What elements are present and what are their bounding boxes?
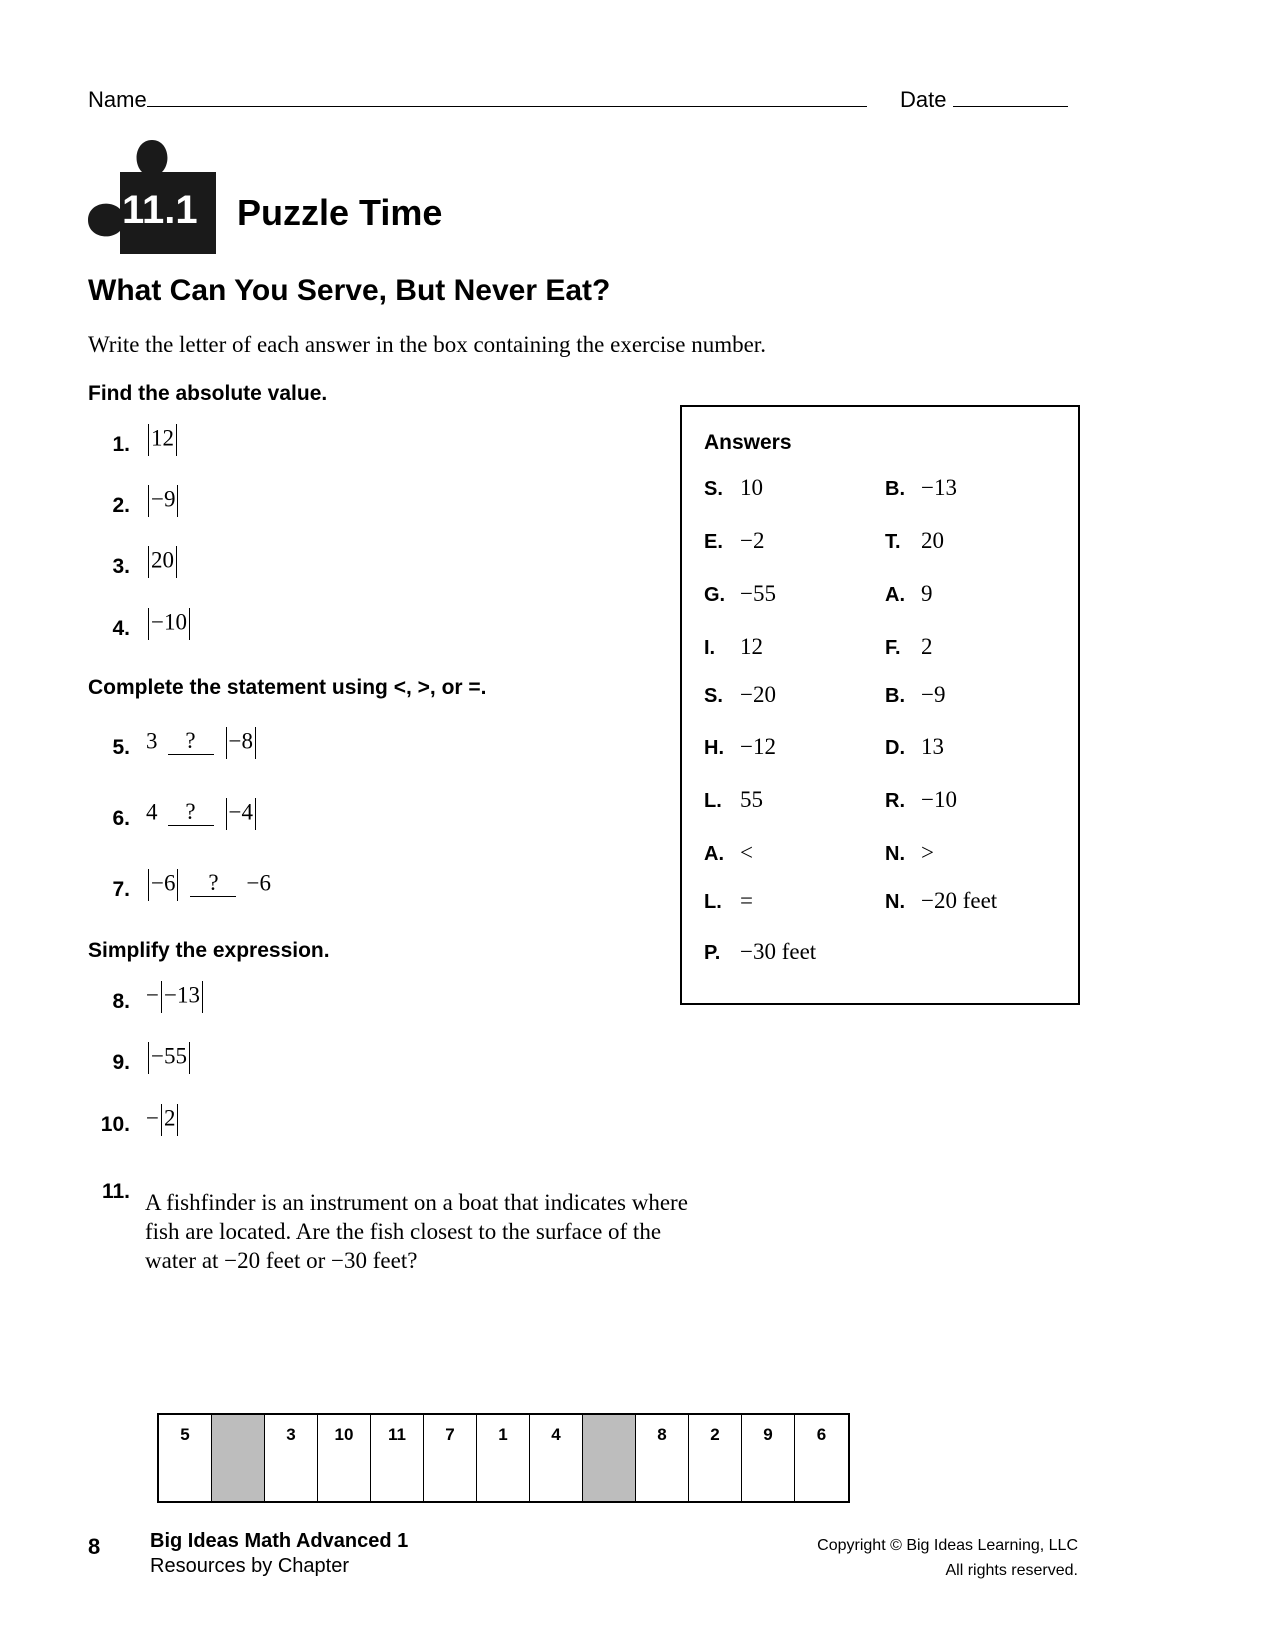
grid-cell[interactable] [159, 1415, 212, 1501]
grid-cell-number: 5 [180, 1425, 190, 1444]
answer-choice [704, 634, 763, 660]
grid-cell[interactable] [530, 1415, 583, 1501]
answer-choice [704, 939, 816, 965]
question-expression: − 2 [146, 1104, 180, 1136]
question-number: 3. [112, 555, 130, 578]
section-heading-compare: Complete the statement using <, >, or =. [88, 676, 487, 699]
answer-letter: N. [885, 891, 905, 913]
answer-value: 12 [740, 634, 763, 659]
riddle-heading: What Can You Serve, But Never Eat? [88, 274, 611, 307]
grid-cell[interactable] [265, 1415, 318, 1501]
grid-cell[interactable] [689, 1415, 742, 1501]
answer-choice [885, 581, 933, 607]
answer-letter: H. [704, 737, 724, 759]
rights-line: All rights reserved. [945, 1562, 1078, 1579]
question-expression: −10 [146, 608, 192, 640]
answer-letter: B. [885, 478, 905, 500]
answer-value: −55 [740, 581, 776, 606]
answer-choice [704, 475, 763, 501]
answer-value: −10 [921, 787, 957, 812]
word-problem: A fishfinder is an instrument on a boat that indicates where fish are located. Are the fish closest to the surface of the water at −20 feet or −30 feet? [145, 1190, 688, 1273]
grid-cell-number: 2 [710, 1425, 720, 1444]
answer-letter: D. [885, 737, 905, 759]
answer-value: 2 [921, 634, 933, 659]
answer-value: 13 [921, 734, 944, 759]
answer-choice [885, 734, 944, 760]
section-heading-absolute: Find the absolute value. [88, 382, 328, 405]
grid-cell-number: 9 [763, 1425, 773, 1444]
answer-value: 55 [740, 787, 763, 812]
grid-cell[interactable] [795, 1415, 848, 1501]
question-number: 6. [112, 807, 130, 830]
answer-value: −20 feet [921, 888, 998, 913]
grid-cell-number: 10 [334, 1425, 354, 1444]
answer-letter: G. [704, 584, 726, 606]
question-expression: 4 ? −4 [146, 798, 258, 830]
grid-cell-number: 11 [388, 1425, 406, 1444]
answer-choice [704, 581, 776, 607]
grid-cell-blank [583, 1415, 636, 1501]
question-number: 10. [100, 1113, 130, 1136]
section-heading-simplify: Simplify the expression. [88, 939, 330, 962]
name-line[interactable] [147, 86, 867, 107]
grid-cell-number: 8 [657, 1425, 667, 1444]
answer-letter: L. [704, 790, 722, 812]
question-expression: −9 [146, 485, 180, 517]
answer-choice [885, 888, 997, 914]
answers-box [680, 405, 1080, 1005]
grid-cell[interactable] [477, 1415, 530, 1501]
answer-choice [885, 634, 933, 660]
question-number: 1. [112, 433, 130, 456]
answer-value: 10 [740, 475, 763, 500]
answer-letter: E. [704, 531, 723, 553]
question-number: 4. [112, 617, 130, 640]
answers-title: Answers [704, 431, 792, 454]
name-field[interactable] [88, 86, 867, 113]
answer-value: −12 [740, 734, 776, 759]
answer-letter: N. [885, 843, 905, 865]
copyright [770, 1533, 1078, 1583]
date-field[interactable] [900, 86, 1068, 113]
answer-value: −13 [921, 475, 957, 500]
grid-cell-number: 1 [498, 1425, 508, 1444]
question-expression: 12 [146, 424, 179, 456]
date-line[interactable] [953, 86, 1068, 107]
question-expression: − −13 [146, 981, 205, 1013]
book-title: Big Ideas Math Advanced 1 [150, 1530, 409, 1552]
answer-choice [704, 682, 776, 708]
grid-cell[interactable] [371, 1415, 424, 1501]
answer-value: = [740, 888, 753, 913]
grid-cell-number: 7 [445, 1425, 455, 1444]
name-label: Name [88, 87, 147, 112]
answer-grid [157, 1413, 850, 1503]
answer-choice [704, 888, 753, 914]
answer-letter: L. [704, 891, 722, 913]
answer-letter: S. [704, 478, 723, 500]
copyright-line: Copyright © Big Ideas Learning, LLC [817, 1537, 1078, 1554]
answer-letter: S. [704, 685, 723, 707]
answer-letter: A. [704, 843, 724, 865]
answer-choice [704, 787, 763, 813]
grid-cell[interactable] [318, 1415, 371, 1501]
answer-letter: A. [885, 584, 905, 606]
grid-cell-number: 4 [551, 1425, 561, 1444]
answer-choice [885, 787, 957, 813]
answer-choice [885, 528, 944, 554]
question-expression: 3 ? −8 [146, 727, 258, 759]
question-expression: 20 [146, 546, 179, 578]
answer-value: −2 [740, 528, 765, 553]
grid-cell-number: 3 [286, 1425, 296, 1444]
answer-value: −9 [921, 682, 946, 707]
answer-letter: F. [885, 637, 901, 659]
question-expression: −6 ? −6 [146, 869, 271, 901]
answer-choice [704, 840, 753, 866]
answer-letter: I. [704, 637, 716, 659]
grid-cell-number: 6 [816, 1425, 827, 1444]
answer-value: −30 feet [740, 939, 817, 964]
page-number: 8 [88, 1534, 101, 1559]
instructions: Write the letter of each answer in the box containing the exercise number. [88, 332, 766, 357]
answer-value: 20 [921, 528, 944, 553]
answer-value: 9 [921, 581, 933, 606]
grid-cell[interactable] [424, 1415, 477, 1501]
answer-value: −20 [740, 682, 776, 707]
section-number: 11.1 [122, 188, 198, 232]
answer-choice [885, 682, 945, 708]
question-expression: −55 [146, 1042, 192, 1074]
grid-cell[interactable] [636, 1415, 689, 1501]
question-number: 9. [112, 1051, 130, 1074]
answer-choice [885, 840, 934, 866]
answer-letter: R. [885, 790, 905, 812]
date-label: Date [900, 87, 947, 112]
answer-value: < [740, 840, 753, 865]
grid-cell-blank [212, 1415, 265, 1501]
answer-choice [885, 475, 957, 501]
answer-choice [704, 528, 764, 554]
page-title: Puzzle Time [237, 192, 443, 233]
question-number: 8. [112, 990, 130, 1013]
answer-choice [704, 734, 776, 760]
book-subtitle: Resources by Chapter [150, 1555, 349, 1577]
question-number: 2. [112, 494, 130, 517]
answer-letter: B. [885, 685, 905, 707]
grid-cell[interactable] [742, 1415, 795, 1501]
answer-letter: T. [885, 531, 901, 553]
question-number: 11. [101, 1180, 130, 1203]
question-number: 7. [112, 878, 130, 901]
question-number: 5. [112, 736, 130, 759]
answer-value: > [921, 840, 934, 865]
answer-letter: P. [704, 942, 721, 964]
